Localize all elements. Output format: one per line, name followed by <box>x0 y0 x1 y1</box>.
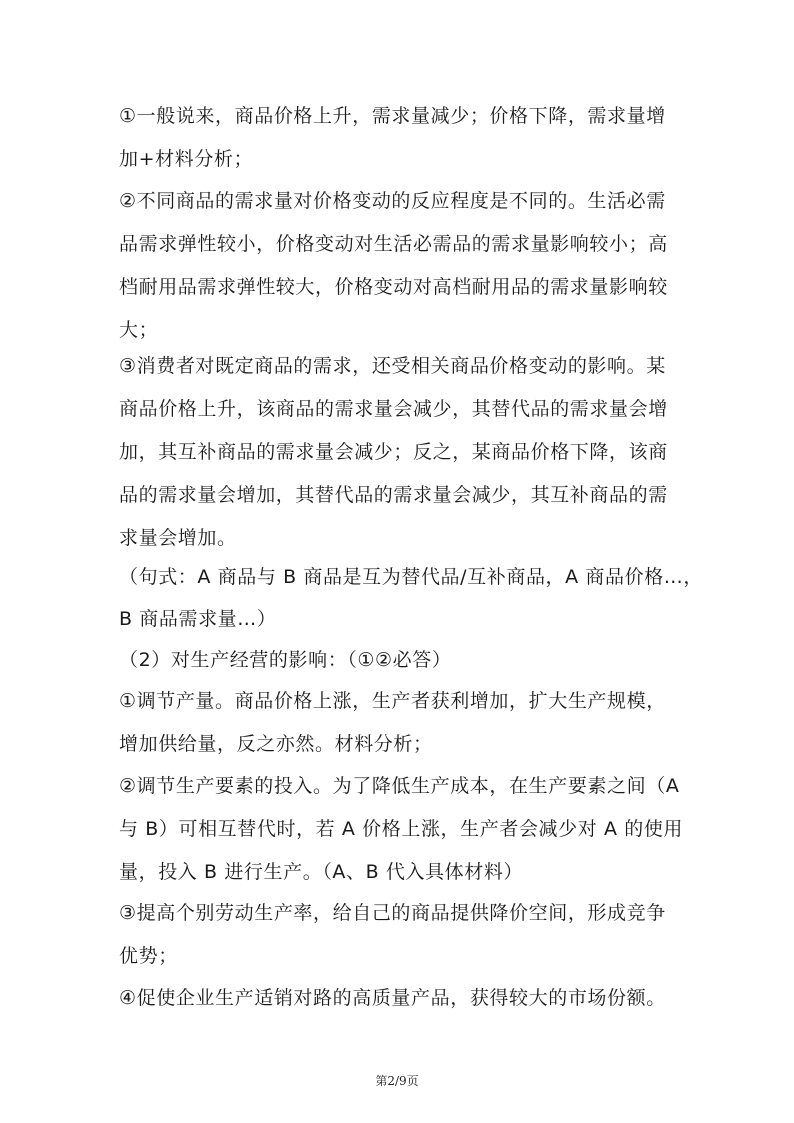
text-line-p1-2: 加+材料分析； <box>119 148 254 170</box>
text-line-p3-1: ③消费者对既定商品的需求，还受相关商品价格变动的影响。某 <box>119 355 666 377</box>
text-line-p2-3: 档耐用品需求弹性较大，价格变动对高档耐用品的需求量影响较 <box>119 276 668 298</box>
text-line-p3-2: 商品价格上升，该商品的需求量会减少，其替代品的需求量会增 <box>119 398 668 420</box>
text-line-p1-1: ①一般说来，商品价格上升，需求量减少；价格下降，需求量增 <box>119 105 666 127</box>
text-line-p6-1: ①调节产量。商品价格上涨，生产者获利增加，扩大生产规模， <box>119 690 666 712</box>
text-line-p2-1: ②不同商品的需求量对价格变动的反应程度是不同的。生活必需 <box>119 190 666 212</box>
text-line-p2-4: 大； <box>119 319 159 341</box>
text-line-p3-3: 加，其互补商品的需求量会减少；反之，某商品价格下降，该商 <box>119 441 668 463</box>
text-line-p6-2: 增加供给量，反之亦然。材料分析； <box>119 733 433 755</box>
text-line-p8-2: 优势； <box>119 945 178 967</box>
text-line-p3-5: 求量会增加。 <box>119 527 237 549</box>
text-line-p7-2: 与 B）可相互替代时，若 A 价格上涨，生产者会减少对 A 的使用 <box>119 818 684 840</box>
section-heading-production: （2）对生产经营的影响：（①②必答） <box>119 649 452 671</box>
text-line-p7-1: ②调节生产要素的投入。为了降低生产成本，在生产要素之间（A <box>119 775 680 797</box>
text-line-sentence-pattern-2: B 商品需求量…） <box>119 608 277 630</box>
text-line-p9-1: ④促使企业生产适销对路的高质量产品，获得较大的市场份额。 <box>119 987 666 1009</box>
text-line-p8-1: ③提高个别劳动生产率，给自己的商品提供降价空间，形成竞争 <box>119 902 666 924</box>
text-line-p3-4: 品的需求量会增加，其替代品的需求量会减少，其互补商品的需 <box>119 484 668 506</box>
text-line-p2-2: 品需求弹性较小，价格变动对生活必需品的需求量影响较小；高 <box>119 233 668 255</box>
text-line-sentence-pattern-1: （句式：A 商品与 B 商品是互为替代品/互补商品，A 商品价格…， <box>119 566 703 588</box>
page-number: 第2/9页 <box>375 1074 419 1088</box>
text-line-p7-3: 量，投入 B 进行生产。（A、B 代入具体材料） <box>119 861 524 883</box>
